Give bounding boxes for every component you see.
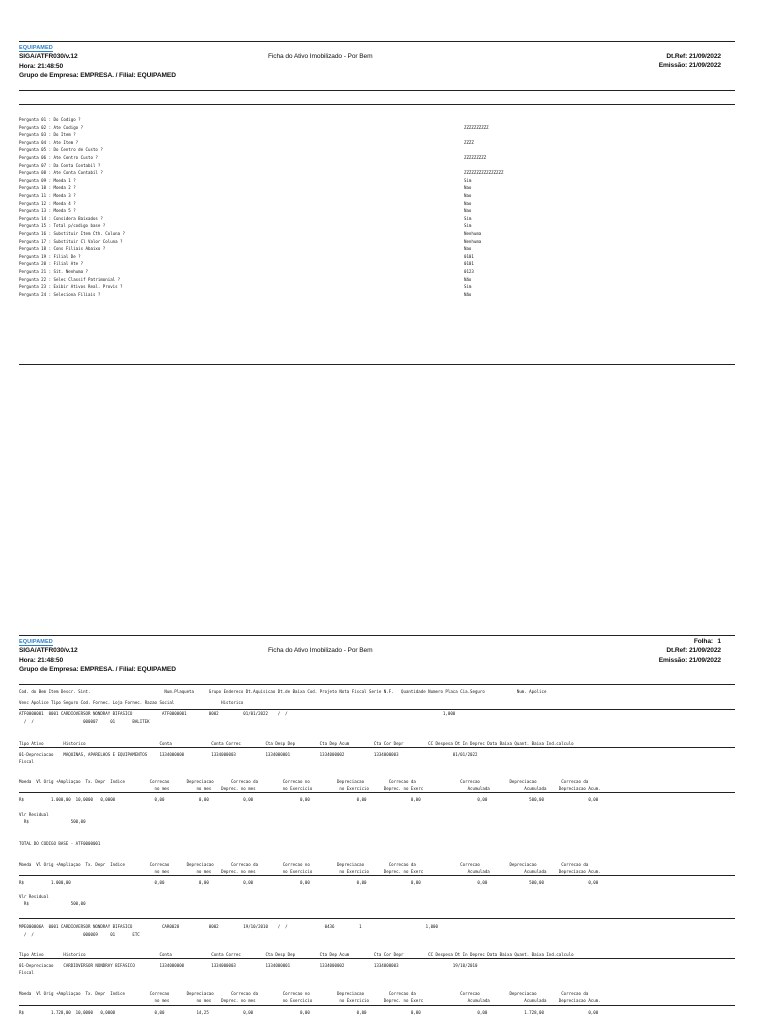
sheet-head-rule (19, 709, 735, 710)
moeda-head-rule-2 (19, 875, 735, 876)
program-name-page2: SIGA/ATFR030/v.12 (19, 647, 78, 654)
moeda-head-rule-3 (19, 1005, 735, 1006)
report-hour-page2: Hora: 21:48:50 (19, 657, 64, 664)
parameter-value: Nao (464, 193, 472, 198)
type-line-2: 01-Depreciacao CARDIOVERSOR NONDRAY BIFASICO 1334000000 1334000003 1334000001 1334000002 1334000003 19/10/2010 (19, 963, 478, 968)
moeda-line-2: R$ 1.728,00 10,0000 0,0000 0,00 14,25 0,00 0,00 0,00 0,00 0,00 1.728,00 0,00 (19, 1010, 599, 1015)
asset-2-line-2: / / 000069 01 ETC (19, 932, 140, 937)
logo-underline-page2 (19, 645, 53, 646)
parameter-label: Pergunta 02 : Ate Codigo ? (19, 124, 84, 130)
company-group-page2: Grupo de Empresa: EMPRESA. / Filial: EQUIPAMED (19, 666, 176, 673)
moeda-head-3b: no mes no mes Deprec. no mes no Exercicio no Exercicio Deprec. no Exerc Acumulada Acumulada Depreciacao Acum. (19, 998, 601, 1003)
header-top-rule (19, 41, 735, 42)
sheet-head-line-1: Cod. do Bem Item Descr. Sint. Num.Plaqueta Grupo Endereco Dt.Aquisicao Dt.de Baixa Cod. Projeto Nota Fiscal Serie N.F. Quantidade Numero Placa Cia.Seguro Num. Apolice (19, 689, 547, 694)
parameter-value: ZZZZZZZZZ (464, 155, 487, 160)
parameter-label: Pergunta 08 : Ate Conta Contabil ? (19, 170, 103, 176)
parameter-label: Pergunta 22 : Selec Classif Patrimonial ? (19, 276, 121, 282)
parameter-label: Pergunta 24 : Seleciona Filiais ? (19, 291, 101, 297)
params-top-rule (19, 104, 735, 105)
parameter-label: Pergunta 16 : Substituir Item Cth. Coluna ? (19, 231, 125, 236)
residual-label-1: Vlr Residual (19, 812, 49, 817)
parameter-value: Sim (464, 215, 472, 221)
parameter-label: Pergunta 23 : Exibir Ativos Real. Provis ? (19, 284, 123, 290)
parameter-value: Não (464, 291, 472, 297)
type-head-2: Tipo Ativo Historico Conta Conta Correc Cta Desp Dep Cta Dep Acum Cta Cor Depr CC Despesa Dt In Deprec Data Baixa Quant. Baixa Ind.calculo (19, 952, 574, 957)
parameter-value: Sim (464, 284, 472, 290)
company-logo: EQUIPAMED (19, 45, 53, 51)
parameter-value: Nao (464, 200, 472, 206)
type-head-rule-1 (19, 747, 735, 748)
page2-header-top-rule (19, 635, 735, 636)
parameter-label: Pergunta 03 : Do Item ? (19, 132, 76, 138)
parameter-label: Pergunta 20 : Filial Ate ? (19, 261, 84, 267)
parameter-value: 0123 (464, 269, 474, 274)
residual-label-2: Vlr Residual (19, 894, 49, 899)
page2-header-bottom-rule (19, 684, 735, 685)
parameter-label: Pergunta 12 : Moeda 4 ? (19, 200, 76, 206)
moeda-head-2a: Moeda Vl Orig +Ampliaçao Tx. Depr Indice Correcao Depreciacao Correcao da Correcao no Depreciacao Correcao da Correcao Depreciacao Correcao da (19, 862, 589, 867)
parameter-value: Nenhuma (464, 231, 482, 236)
parameter-label: Pergunta 07 : Da Conta Contabil ? (19, 162, 101, 168)
type-line-1: 01-Depreciacao MAQUINAS, APARELHOS E EQUIPAMENTOS 1334000000 1334000003 1334000001 1334000002 1334000003 01/01/2022 (19, 752, 478, 757)
header-bottom-rule (19, 90, 735, 91)
ref-date: Dt.Ref: 21/09/2022 (666, 53, 721, 60)
moeda-head-1a: Moeda Vl Orig +Ampliaçao Tx. Depr Indice Correcao Depreciacao Correcao da Correcao no Depreciacao Correcao da Correcao Depreciacao Correcao da (19, 779, 589, 784)
moeda-head-1b: no mes no mes Deprec. no mes no Exercicio no Exercicio Deprec. no Exerc Acumulada Acumulada Depreciacao Acum. (19, 786, 601, 791)
parameter-row (19, 292, 719, 302)
asset-2-rule (19, 918, 735, 919)
parameter-label: Pergunta 04 : Ate Item ? (19, 139, 79, 145)
parameter-value: 0101 (464, 253, 474, 259)
parameter-label: Pergunta 17 : Substituir Cl Valor Coluna ? (19, 238, 123, 244)
asset-1-line-2: / / 000007 01 BALITEK (19, 719, 150, 724)
parameter-label: Pergunta 05 : Do Centro de Custo ? (19, 147, 103, 153)
page-number: 1 (717, 638, 721, 645)
parameter-label: Pergunta 09 : Moeda 1 ? (19, 177, 76, 183)
parameter-label: Pergunta 01 : Do Codigo ? (19, 117, 81, 122)
parameter-label: Pergunta 10 : Moeda 2 ? (19, 185, 76, 191)
parameter-value: ZZZZZZZZZZZZZZZZ (464, 170, 504, 176)
emission-date-page2: Emissão: 21/09/2022 (658, 657, 721, 664)
emission-date: Emissão: 21/09/2022 (658, 62, 721, 69)
parameter-value: Nenhuma (464, 238, 482, 244)
report-title: Ficha do Ativo Imobilizado - Por Bem (268, 53, 373, 60)
parameter-label: Pergunta 15 : Total p/codigo base ? (19, 223, 106, 229)
parameter-value: Não (464, 276, 472, 282)
page-label: Folha: (693, 638, 713, 645)
parameter-label: Pergunta 13 : Moeda 5 ? (19, 208, 76, 214)
moeda-head-3a: Moeda Vl Orig +Ampliaçao Tx. Depr Indice Correcao Depreciacao Correcao da Correcao no Depreciacao Correcao da Correcao Depreciacao Correcao da (19, 991, 589, 996)
logo-underline (19, 51, 53, 52)
moeda-head-2b: no mes no mes Deprec. no mes no Exercicio no Exercicio Deprec. no Exerc Acumulada Acumulada Depreciacao Acum. (19, 869, 601, 874)
report-hour: Hora: 21:48:50 (19, 63, 64, 70)
parameter-label: Pergunta 19 : Filial De ? (19, 253, 81, 259)
parameter-value: Nao (464, 208, 472, 214)
parameter-value: Nao (464, 185, 472, 191)
asset-1-line-1: ATF0000001 0001 CARDIOVERSOR NONDRAY BIFASICO ATF0000001 0002 01/01/2022 / / 1,000 (19, 711, 456, 716)
company-logo-page2: EQUIPAMED (19, 639, 53, 645)
total-line: TOTAL DO CODIGO BASE - ATF0000001 (19, 841, 101, 846)
parameter-label: Pergunta 18 : Cons Filiais Abaixo ? (19, 246, 106, 252)
parameter-value: ZZZZZZZZZZ (464, 124, 489, 130)
type-head-1: Tipo Ativo Historico Conta Conta Correc Cta Desp Dep Cta Dep Acum Cta Cor Depr CC Despesa Dt In Deprec Data Baixa Quant. Baixa Ind.calculo (19, 741, 574, 746)
parameter-label: Pergunta 06 : Ate Centro Custo ? (19, 155, 98, 160)
parameter-value: 0101 (464, 261, 474, 267)
ref-date-page2: Dt.Ref: 21/09/2022 (666, 647, 721, 654)
asset-2-line-1: MPE000006A 0001 CARDIOVERSOR NONDRAY BIFASICO CAR0028 0002 19/10/2010 / / 0436 1 1,000 (19, 924, 438, 929)
parameter-value: Sim (464, 223, 472, 229)
parameter-label: Pergunta 21 : Sit. Nenhuma ? (19, 269, 89, 274)
company-group: Grupo de Empresa: EMPRESA. / Filial: EQUIPAMED (19, 72, 176, 79)
report-title-page2: Ficha do Ativo Imobilizado - Por Bem (268, 647, 373, 654)
sheet-head-line-2: Venc Apolice Tipo Seguro Cod. Fornec. Loja Fornec. Razao Social Historico (19, 700, 244, 705)
parameter-label: Pergunta 14 : Considera Baixados ? (19, 215, 103, 221)
type-head-rule-2 (19, 958, 735, 959)
moeda-head-rule-1 (19, 792, 735, 793)
params-bottom-rule (19, 364, 735, 365)
type-fiscal-2: Fiscal (19, 970, 34, 975)
program-name: SIGA/ATFR030/v.12 (19, 53, 78, 60)
total-moeda-line: R$ 1.000,00 0,00 0,00 0,00 0,00 0,00 0,00 0,00 500,00 0,00 (19, 880, 599, 885)
moeda-line-1: R$ 1.000,00 10,0000 0,0000 0,00 0,00 0,00 0,00 0,00 0,00 0,00 500,00 0,00 (19, 797, 599, 802)
parameter-value: Nao (464, 246, 472, 252)
parameter-value: Sim (464, 177, 472, 183)
residual-line-1: R$ 500,00 (19, 819, 86, 824)
type-fiscal-1: Fiscal (19, 759, 34, 764)
parameter-value: ZZZZ (464, 139, 474, 145)
parameter-label: Pergunta 11 : Moeda 3 ? (19, 193, 76, 198)
residual-line-2: R$ 500,00 (19, 901, 86, 906)
